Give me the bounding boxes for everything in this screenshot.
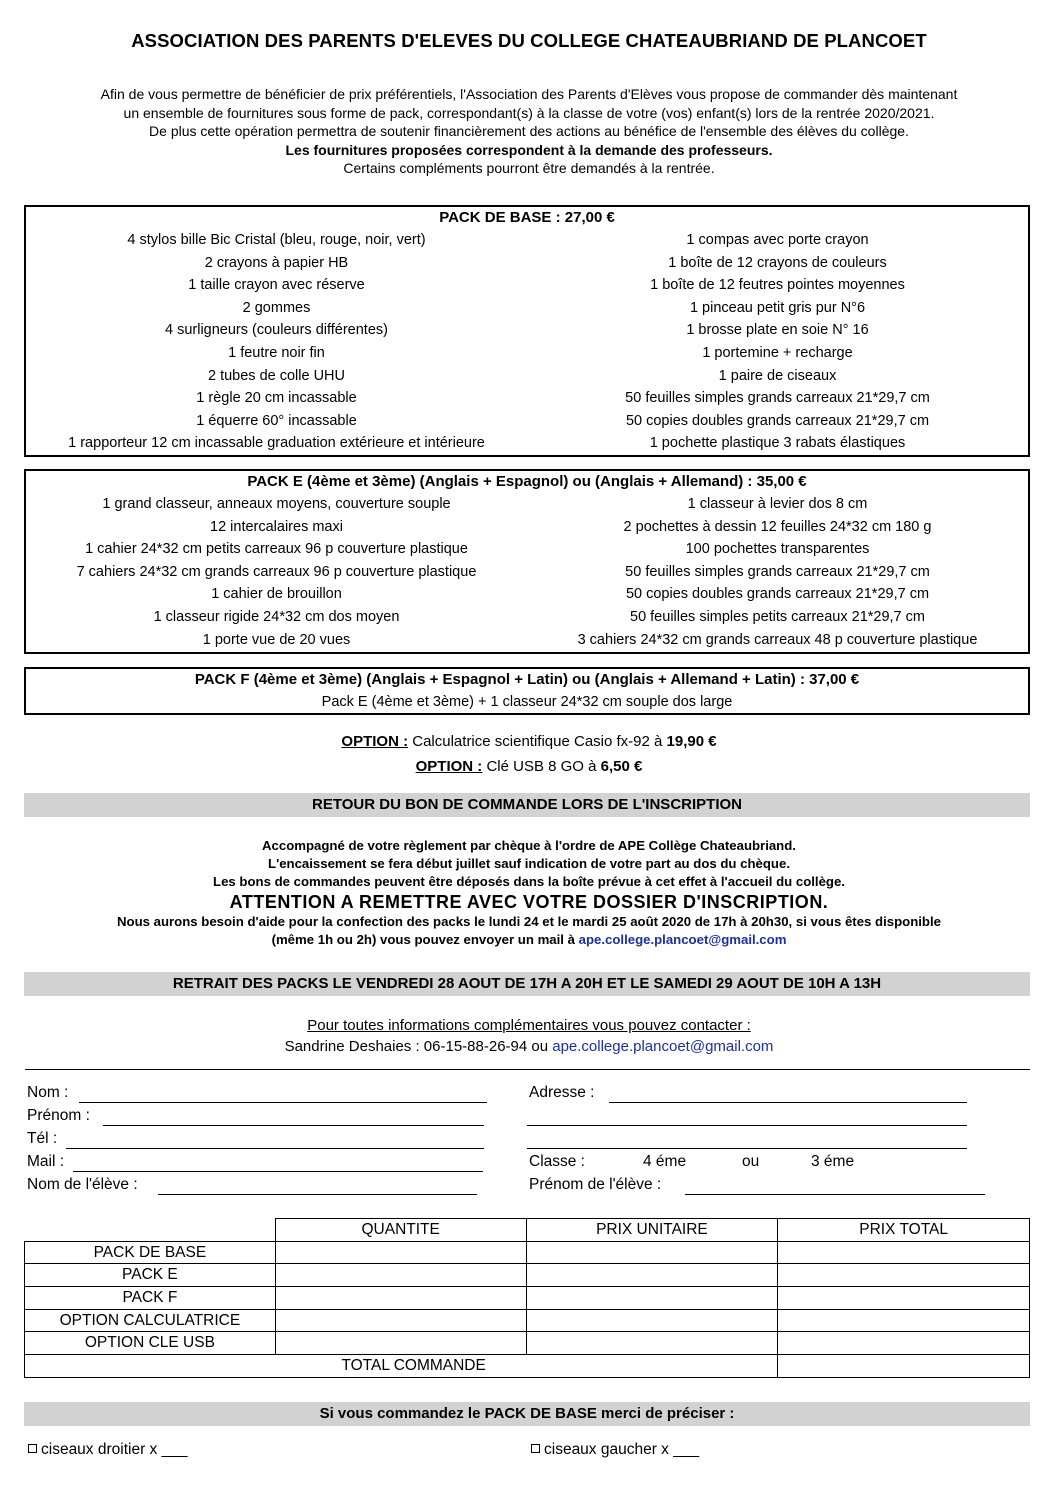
info-line: Les bons de commandes peuvent être déposés dans la boîte prévue à cet effet à l'accueil du collège. [213, 874, 845, 889]
option-usb [0, 758, 1058, 775]
option-usb-price: 6,50 € [600, 758, 643, 775]
band-retrait: RETRAIT DES PACKS LE VENDREDI 28 AOUT DE 17H A 20H ET LE SAMEDI 29 AOUT DE 10H A 13H [24, 972, 1030, 996]
classe-ou: ou [742, 1153, 760, 1170]
ciseaux-gaucher-option[interactable] [531, 1441, 699, 1459]
prenom-label: Prénom : [27, 1107, 90, 1124]
list-item: 1 classeur rigide 24*32 cm dos moyen [153, 608, 400, 625]
nom-label: Nom : [27, 1084, 69, 1101]
band-preciser: Si vous commandez le PACK DE BASE merci de préciser : [24, 1402, 1030, 1426]
list-item: 2 tubes de colle UHU [207, 367, 345, 384]
tel-field[interactable] [66, 1148, 484, 1149]
option-calc-text: Calculatrice scientifique Casio fx-92 à [408, 733, 667, 750]
pack-f-header: PACK F (4ème et 3ème) (Anglais + Espagnol + Latin) ou (Anglais + Allemand + Latin) : 37,00 € [194, 671, 860, 688]
contact-name-phone: Sandrine Deshaies : 06-15-88-26-94 ou [284, 1038, 553, 1055]
table-header-row [25, 1219, 1030, 1242]
info-line: L'encaissement se fera début juillet sauf indication de votre part au dos du chèque. [268, 856, 790, 871]
info-block [0, 837, 1058, 949]
list-item: 1 grand classeur, anneaux moyens, couverture souple [102, 496, 451, 512]
prix-unitaire-cell[interactable] [526, 1264, 778, 1287]
header-quantite: QUANTITE [275, 1219, 526, 1242]
pack-e-box [24, 469, 1030, 654]
checkbox-icon[interactable] [28, 1444, 37, 1453]
quantite-cell[interactable] [275, 1241, 526, 1264]
contact-line: Pour toutes informations complémentaires vous pouvez contacter : [307, 1017, 751, 1034]
row-label-option-cle-usb: OPTION CLE USB [25, 1332, 276, 1355]
pack-f-content: Pack E (4ème et 3ème) + 1 classeur 24*32 cm souple dos large [321, 694, 733, 710]
quantite-cell[interactable] [275, 1332, 526, 1355]
list-item: 2 pochettes à dessin 12 feuilles 24*32 cm 180 g [623, 518, 932, 535]
info-line: Accompagné de votre règlement par chèque à l'ordre de APE Collège Chateaubriand. [262, 838, 796, 853]
option-label: OPTION : [341, 733, 409, 750]
prix-unitaire-cell[interactable] [526, 1332, 778, 1355]
row-label-pack-f: PACK F [25, 1287, 276, 1310]
prix-total-cell[interactable] [778, 1241, 1030, 1264]
pack-base-right [527, 229, 1028, 455]
nom-eleve-label: Nom de l'élève : [27, 1176, 138, 1193]
classe-option-4eme[interactable]: 4 éme [643, 1153, 687, 1170]
pack-base-header: PACK DE BASE : 27,00 € [439, 209, 615, 226]
intro-line: un ensemble de fournitures sous forme de pack, correspondant(s) à la classe de votre (vos) enfant(s) lors de la rentrée 2020/2021. [123, 104, 935, 121]
total-commande-cell[interactable] [778, 1355, 1030, 1378]
list-item: 50 copies doubles grands carreaux 21*29,7 cm [625, 412, 930, 429]
header-prix-unitaire: PRIX UNITAIRE [526, 1219, 778, 1242]
order-table [24, 1218, 1030, 1378]
table-total-row [25, 1355, 1030, 1378]
list-item: 50 copies doubles grands carreaux 21*29,7 cm [625, 586, 930, 603]
checkbox-icon[interactable] [531, 1444, 540, 1453]
prix-unitaire-cell[interactable] [526, 1287, 778, 1310]
intro-line-bold: Les fournitures proposées correspondent à la demande des professeurs. [285, 141, 773, 158]
list-item: 4 surligneurs (couleurs différentes) [165, 322, 388, 339]
list-item: 1 cahier de brouillon [211, 586, 342, 603]
header-prix-total: PRIX TOTAL [778, 1219, 1030, 1242]
list-item: 1 taille crayon avec réserve [188, 277, 365, 294]
contact-email-link[interactable]: ape.college.plancoet@gmail.com [552, 1038, 774, 1055]
list-item: 12 intercalaires maxi [210, 518, 343, 535]
adresse-field-line2[interactable] [527, 1125, 967, 1126]
pack-base-box [24, 205, 1030, 457]
row-label-pack-e: PACK E [25, 1264, 276, 1287]
quantite-cell[interactable] [275, 1287, 526, 1310]
adresse-label: Adresse : [529, 1084, 595, 1101]
intro-line: Afin de vous permettre de bénéficier de prix préférentiels, l'Association des Parents d'Elèves vous propose de commander dès maintenant [100, 86, 958, 102]
info-attention: ATTENTION A REMETTRE AVEC VOTRE DOSSIER D'INSCRIPTION. [229, 892, 829, 912]
list-item: 50 feuilles simples petits carreaux 21*29,7 cm [630, 608, 925, 625]
list-item: 1 boîte de 12 crayons de couleurs [668, 254, 887, 271]
tel-label: Tél : [27, 1130, 58, 1147]
list-item: 4 stylos bille Bic Cristal (bleu, rouge, noir, vert) [127, 232, 426, 248]
list-item: 1 compas avec porte crayon [686, 232, 869, 248]
row-label-pack-base: PACK DE BASE [25, 1241, 276, 1264]
list-item: 1 portemine + recharge [702, 344, 853, 361]
info-email-link[interactable]: ape.college.plancoet@gmail.com [578, 932, 787, 947]
info-line: Nous aurons besoin d'aide pour la confection des packs le lundi 24 et le mardi 25 août 2020 de 17h à 20h30, si vous êtes disponible [117, 914, 941, 929]
pack-f-box [24, 667, 1030, 715]
classe-label: Classe : [529, 1153, 585, 1170]
prenom-eleve-label: Prénom de l'élève : [529, 1176, 662, 1193]
band-retour: RETOUR DU BON DE COMMANDE LORS DE L'INSCRIPTION [24, 793, 1030, 817]
list-item: 1 pinceau petit gris pur N°6 [689, 299, 866, 316]
prix-total-cell[interactable] [778, 1332, 1030, 1355]
ciseaux-droitier-option[interactable] [28, 1441, 187, 1459]
ciseaux-droitier-label: ciseaux droitier x ___ [41, 1441, 188, 1458]
list-item: 2 gommes [242, 299, 311, 316]
list-item: 3 cahiers 24*32 cm grands carreaux 48 p couverture plastique [577, 631, 978, 648]
table-row [25, 1309, 1030, 1332]
list-item: 50 feuilles simples grands carreaux 21*29,7 cm [625, 563, 930, 580]
info-line: (même 1h ou 2h) vous pouvez envoyer un mail à [271, 932, 579, 947]
intro-line: De plus cette opération permettra de soutenir financièrement des actions au bénéfice de l'ensemble des élèves du collège. [149, 123, 909, 139]
list-item: 1 porte vue de 20 vues [202, 631, 351, 648]
table-row [25, 1332, 1030, 1355]
list-item: 1 pochette plastique 3 rabats élastiques [649, 435, 906, 452]
pack-e-left [26, 493, 527, 651]
list-item: 1 règle 20 cm incassable [196, 390, 357, 407]
row-label-option-calculatrice: OPTION CALCULATRICE [25, 1309, 276, 1332]
pack-e-right [527, 493, 1028, 651]
list-item: 1 paire de ciseaux [718, 367, 837, 384]
list-item: 1 boîte de 12 feutres pointes moyennes [650, 277, 905, 294]
list-item: 7 cahiers 24*32 cm grands carreaux 96 p couverture plastique [76, 563, 477, 580]
prenom-field[interactable] [103, 1125, 484, 1126]
list-item: 1 équerre 60° incassable [196, 412, 357, 429]
adresse-field[interactable] [609, 1102, 967, 1103]
prix-total-cell[interactable] [778, 1309, 1030, 1332]
total-commande-label: TOTAL COMMANDE [25, 1355, 778, 1378]
classe-option-3eme[interactable]: 3 éme [811, 1153, 855, 1170]
prenom-eleve-field[interactable] [685, 1194, 985, 1195]
prix-total-cell[interactable] [778, 1264, 1030, 1287]
option-calculatrice [0, 733, 1058, 750]
page-title: ASSOCIATION DES PARENTS D'ELEVES DU COLLEGE CHATEAUBRIAND DE PLANCOET [131, 30, 927, 51]
nom-field[interactable] [79, 1102, 487, 1103]
list-item: 1 rapporteur 12 cm incassable graduation extérieure et intérieure [68, 435, 485, 452]
table-row [25, 1241, 1030, 1264]
table-row [25, 1264, 1030, 1287]
quantite-cell[interactable] [275, 1264, 526, 1287]
quantite-cell[interactable] [275, 1309, 526, 1332]
table-corner [25, 1219, 276, 1242]
list-item: 100 pochettes transparentes [685, 541, 870, 558]
prix-unitaire-cell[interactable] [526, 1309, 778, 1332]
prix-total-cell[interactable] [778, 1287, 1030, 1310]
option-calc-price: 19,90 € [666, 733, 717, 750]
separator [25, 1069, 1030, 1070]
option-usb-text: Clé USB 8 GO à [482, 758, 601, 775]
list-item: 2 crayons à papier HB [204, 254, 349, 271]
mail-label: Mail : [27, 1153, 65, 1170]
list-item: 1 cahier 24*32 cm petits carreaux 96 p couverture plastique [85, 541, 468, 558]
list-item: 1 feutre noir fin [228, 344, 325, 361]
nom-eleve-field[interactable] [158, 1194, 477, 1195]
pack-base-left [26, 229, 527, 455]
contact-block [0, 1015, 1058, 1057]
list-item: 1 brosse plate en soie N° 16 [686, 322, 869, 339]
list-item: 1 classeur à levier dos 8 cm [687, 496, 868, 512]
intro-text [25, 85, 1033, 178]
adresse-field-line3[interactable] [527, 1148, 967, 1149]
pack-e-header: PACK E (4ème et 3ème) (Anglais + Espagnol) ou (Anglais + Allemand) : 35,00 € [247, 473, 807, 490]
list-item: 50 feuilles simples grands carreaux 21*29,7 cm [625, 390, 930, 407]
table-row [25, 1287, 1030, 1310]
option-label: OPTION : [415, 758, 483, 775]
ciseaux-gaucher-label: ciseaux gaucher x ___ [544, 1441, 700, 1458]
intro-line: Certains compléments pourront être demandés à la rentrée. [343, 160, 715, 176]
prix-unitaire-cell[interactable] [526, 1241, 778, 1264]
mail-field[interactable] [73, 1171, 483, 1172]
